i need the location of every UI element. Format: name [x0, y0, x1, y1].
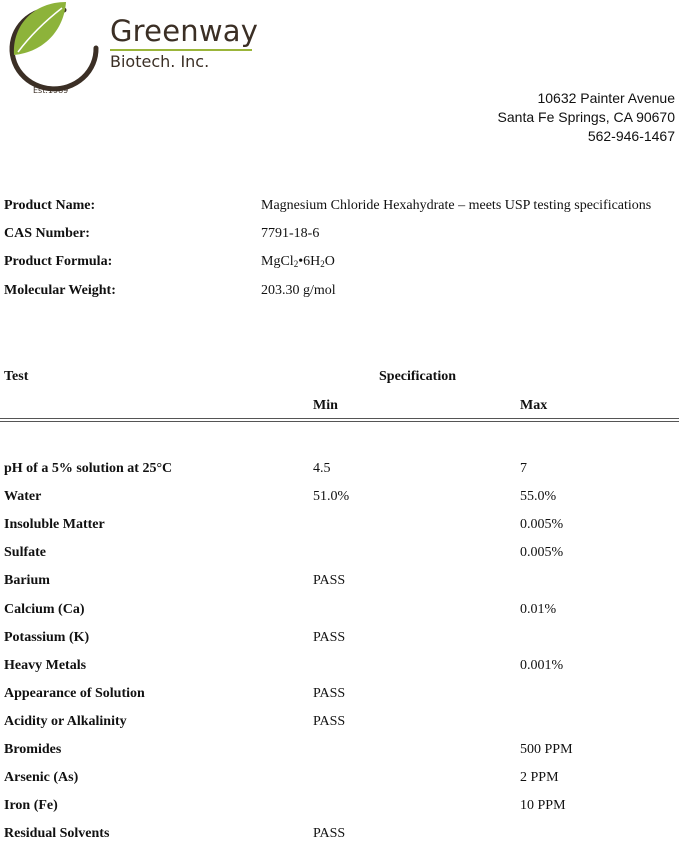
test-name: pH of a 5% solution at 25°C: [4, 461, 173, 476]
table-row: [0, 826, 679, 846]
product-name-label: Product Name:: [4, 198, 96, 213]
max-value: 55.0%: [520, 489, 557, 505]
min-value: PASS: [313, 573, 346, 589]
address-phone: 562-946-1467: [587, 128, 675, 144]
test-name: Sulfate: [4, 545, 46, 561]
leaf-ring-icon: [4, 0, 114, 100]
min-value: PASS: [313, 685, 346, 701]
header-rule-bottom: [0, 421, 679, 422]
product-formula-label: Product Formula:: [4, 254, 113, 269]
min-value: 4.5: [313, 461, 331, 476]
table-row: [0, 461, 679, 481]
test-name: Calcium (Ca): [4, 601, 85, 617]
table-row: [0, 489, 679, 509]
test-name: Bromides: [4, 742, 62, 757]
test-name: Water: [4, 489, 42, 505]
molecular-weight-value: 203.30 g/mol: [261, 283, 336, 298]
table-row: [0, 517, 679, 537]
address-city: Santa Fe Springs, CA 90670: [497, 109, 675, 125]
cas-number-label: CAS Number:: [4, 226, 90, 241]
min-value: PASS: [313, 713, 346, 729]
min-value: PASS: [313, 629, 346, 645]
logo-company-name: Greenway: [110, 14, 259, 48]
company-logo: [4, 0, 259, 100]
logo-divider: [110, 49, 252, 51]
header-rule-top: [0, 418, 679, 419]
test-name: Arsenic (As): [4, 770, 79, 786]
address-street: 10632 Painter Avenue: [537, 90, 675, 106]
test-column-header: Test: [4, 369, 29, 384]
molecular-weight-label: Molecular Weight:: [4, 283, 116, 298]
product-name-value: Magnesium Chloride Hexahydrate – meets USP testing specifications: [261, 198, 652, 213]
test-name: Appearance of Solution: [4, 685, 145, 701]
specification-header: Specification: [379, 369, 456, 384]
table-row: [0, 630, 679, 650]
logo-est: Est.1989: [33, 86, 69, 95]
test-name: Barium: [4, 573, 50, 589]
table-row: [0, 573, 679, 593]
table-row: [0, 742, 679, 762]
max-value: 0.001%: [520, 657, 564, 673]
table-row: [0, 602, 679, 622]
test-name: Potassium (K): [4, 629, 90, 645]
max-value: 0.005%: [520, 545, 564, 561]
table-row: [0, 686, 679, 706]
test-name: Heavy Metals: [4, 657, 87, 673]
logo-subtitle: Biotech. Inc.: [110, 52, 210, 71]
max-column-header: Max: [520, 398, 548, 413]
test-name: Iron (Fe): [4, 798, 58, 814]
max-value: 7: [520, 461, 527, 476]
max-value: 0.005%: [520, 517, 564, 533]
table-row: [0, 714, 679, 734]
max-value: 2 PPM: [520, 770, 559, 786]
test-name: Residual Solvents: [4, 826, 110, 842]
table-row: [0, 658, 679, 678]
product-formula-value: $MgCl_2•6H_2O$: [261, 254, 335, 269]
table-row: [0, 545, 679, 565]
max-value: 0.01%: [520, 601, 557, 617]
cas-number-value: 7791-18-6: [261, 226, 320, 241]
max-value: 500 PPM: [520, 742, 573, 757]
min-value: PASS: [313, 826, 346, 842]
min-value: 51.0%: [313, 489, 350, 505]
min-column-header: Min: [313, 398, 338, 413]
table-row: [0, 770, 679, 790]
table-row: [0, 798, 679, 818]
test-name: Acidity or Alkalinity: [4, 713, 127, 729]
test-name: Insoluble Matter: [4, 517, 105, 533]
max-value: 10 PPM: [520, 798, 566, 814]
